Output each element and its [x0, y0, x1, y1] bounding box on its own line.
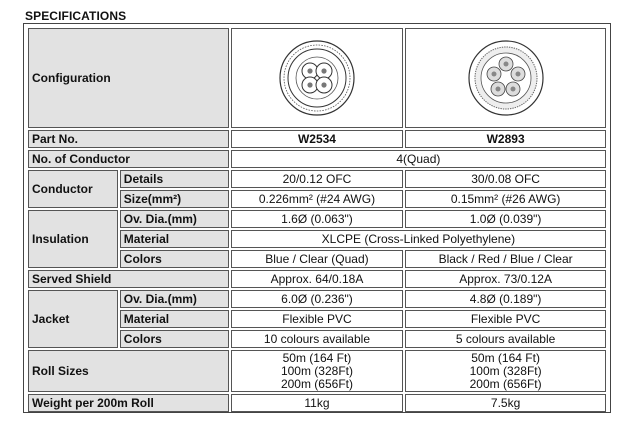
table-row — [28, 210, 606, 228]
weight-w2893: 7.5kg — [405, 394, 606, 412]
specifications-table — [23, 23, 611, 413]
no-of-conductor-value: 4(Quad) — [231, 150, 606, 168]
conductor-size-w2893: 0.15mm² (#26 AWG) — [405, 190, 606, 208]
configuration-label: Configuration — [28, 28, 229, 128]
insulation-ov-dia-label: Ov. Dia.(mm) — [120, 210, 229, 228]
table-row — [28, 270, 606, 288]
jacket-ov-dia-w2893: 4.8Ø (0.189") — [405, 290, 606, 308]
conductor-size-w2534: 0.226mm² (#24 AWG) — [231, 190, 404, 208]
insulation-colors-w2893: Black / Red / Blue / Clear — [405, 250, 606, 268]
conductor-size-label: Size(mm²) — [120, 190, 229, 208]
cable-diagram-icon — [466, 38, 546, 118]
part-no-w2534: W2534 — [231, 130, 404, 148]
conductor-label: Conductor — [28, 170, 118, 208]
jacket-material-w2534: Flexible PVC — [231, 310, 404, 328]
roll-size-item: 100m (328Ft) — [280, 363, 353, 378]
part-no-label: Part No. — [28, 130, 229, 148]
roll-size-item: 50m (164 Ft) — [471, 350, 540, 365]
conductor-details-w2534: 20/0.12 OFC — [231, 170, 404, 188]
table-row — [28, 350, 606, 392]
served-shield-w2893: Approx. 73/0.12A — [405, 270, 606, 288]
insulation-colors-label: Colors — [120, 250, 229, 268]
jacket-material-w2893: Flexible PVC — [405, 310, 606, 328]
roll-sizes-label: Roll Sizes — [28, 350, 229, 392]
spec-grid — [26, 26, 608, 414]
jacket-colors-label: Colors — [120, 330, 229, 348]
roll-sizes-w2893 — [405, 350, 606, 392]
conductor-details-label: Details — [120, 170, 229, 188]
table-row — [28, 28, 606, 128]
insulation-ov-dia-w2893: 1.0Ø (0.039") — [405, 210, 606, 228]
insulation-colors-w2534: Blue / Clear (Quad) — [231, 250, 404, 268]
jacket-colors-w2534: 10 colours available — [231, 330, 404, 348]
cable-cross-section-w2534 — [231, 28, 404, 128]
jacket-colors-w2893: 5 colours available — [405, 330, 606, 348]
roll-sizes-w2534 — [231, 350, 404, 392]
table-row — [28, 170, 606, 188]
jacket-ov-dia-label: Ov. Dia.(mm) — [120, 290, 229, 308]
conductor-details-w2893: 30/0.08 OFC — [405, 170, 606, 188]
jacket-ov-dia-w2534: 6.0Ø (0.236") — [231, 290, 404, 308]
cable-diagram-icon — [277, 38, 357, 118]
cable-cross-section-w2893 — [405, 28, 606, 128]
part-no-w2893: W2893 — [405, 130, 606, 148]
weight-w2534: 11kg — [231, 394, 404, 412]
weight-label: Weight per 200m Roll — [28, 394, 229, 412]
no-of-conductor-label: No. of Conductor — [28, 150, 229, 168]
roll-size-item: 50m (164 Ft) — [282, 350, 352, 365]
table-row — [28, 394, 606, 412]
page-title: SPECIFICATIONS — [25, 9, 127, 23]
jacket-label: Jacket — [28, 290, 118, 348]
roll-size-item: 200m (656Ft) — [280, 376, 353, 391]
insulation-material-value: XLCPE (Cross-Linked Polyethylene) — [231, 230, 606, 248]
insulation-ov-dia-w2534: 1.6Ø (0.063") — [231, 210, 404, 228]
served-shield-label: Served Shield — [28, 270, 229, 288]
jacket-material-label: Material — [120, 310, 229, 328]
insulation-label: Insulation — [28, 210, 118, 268]
table-row — [28, 290, 606, 308]
roll-size-item: 200m (656Ft) — [469, 376, 542, 391]
roll-size-item: 100m (328Ft) — [469, 363, 542, 378]
served-shield-w2534: Approx. 64/0.18A — [231, 270, 404, 288]
table-row — [28, 150, 606, 168]
insulation-material-label: Material — [120, 230, 229, 248]
table-row — [28, 130, 606, 148]
